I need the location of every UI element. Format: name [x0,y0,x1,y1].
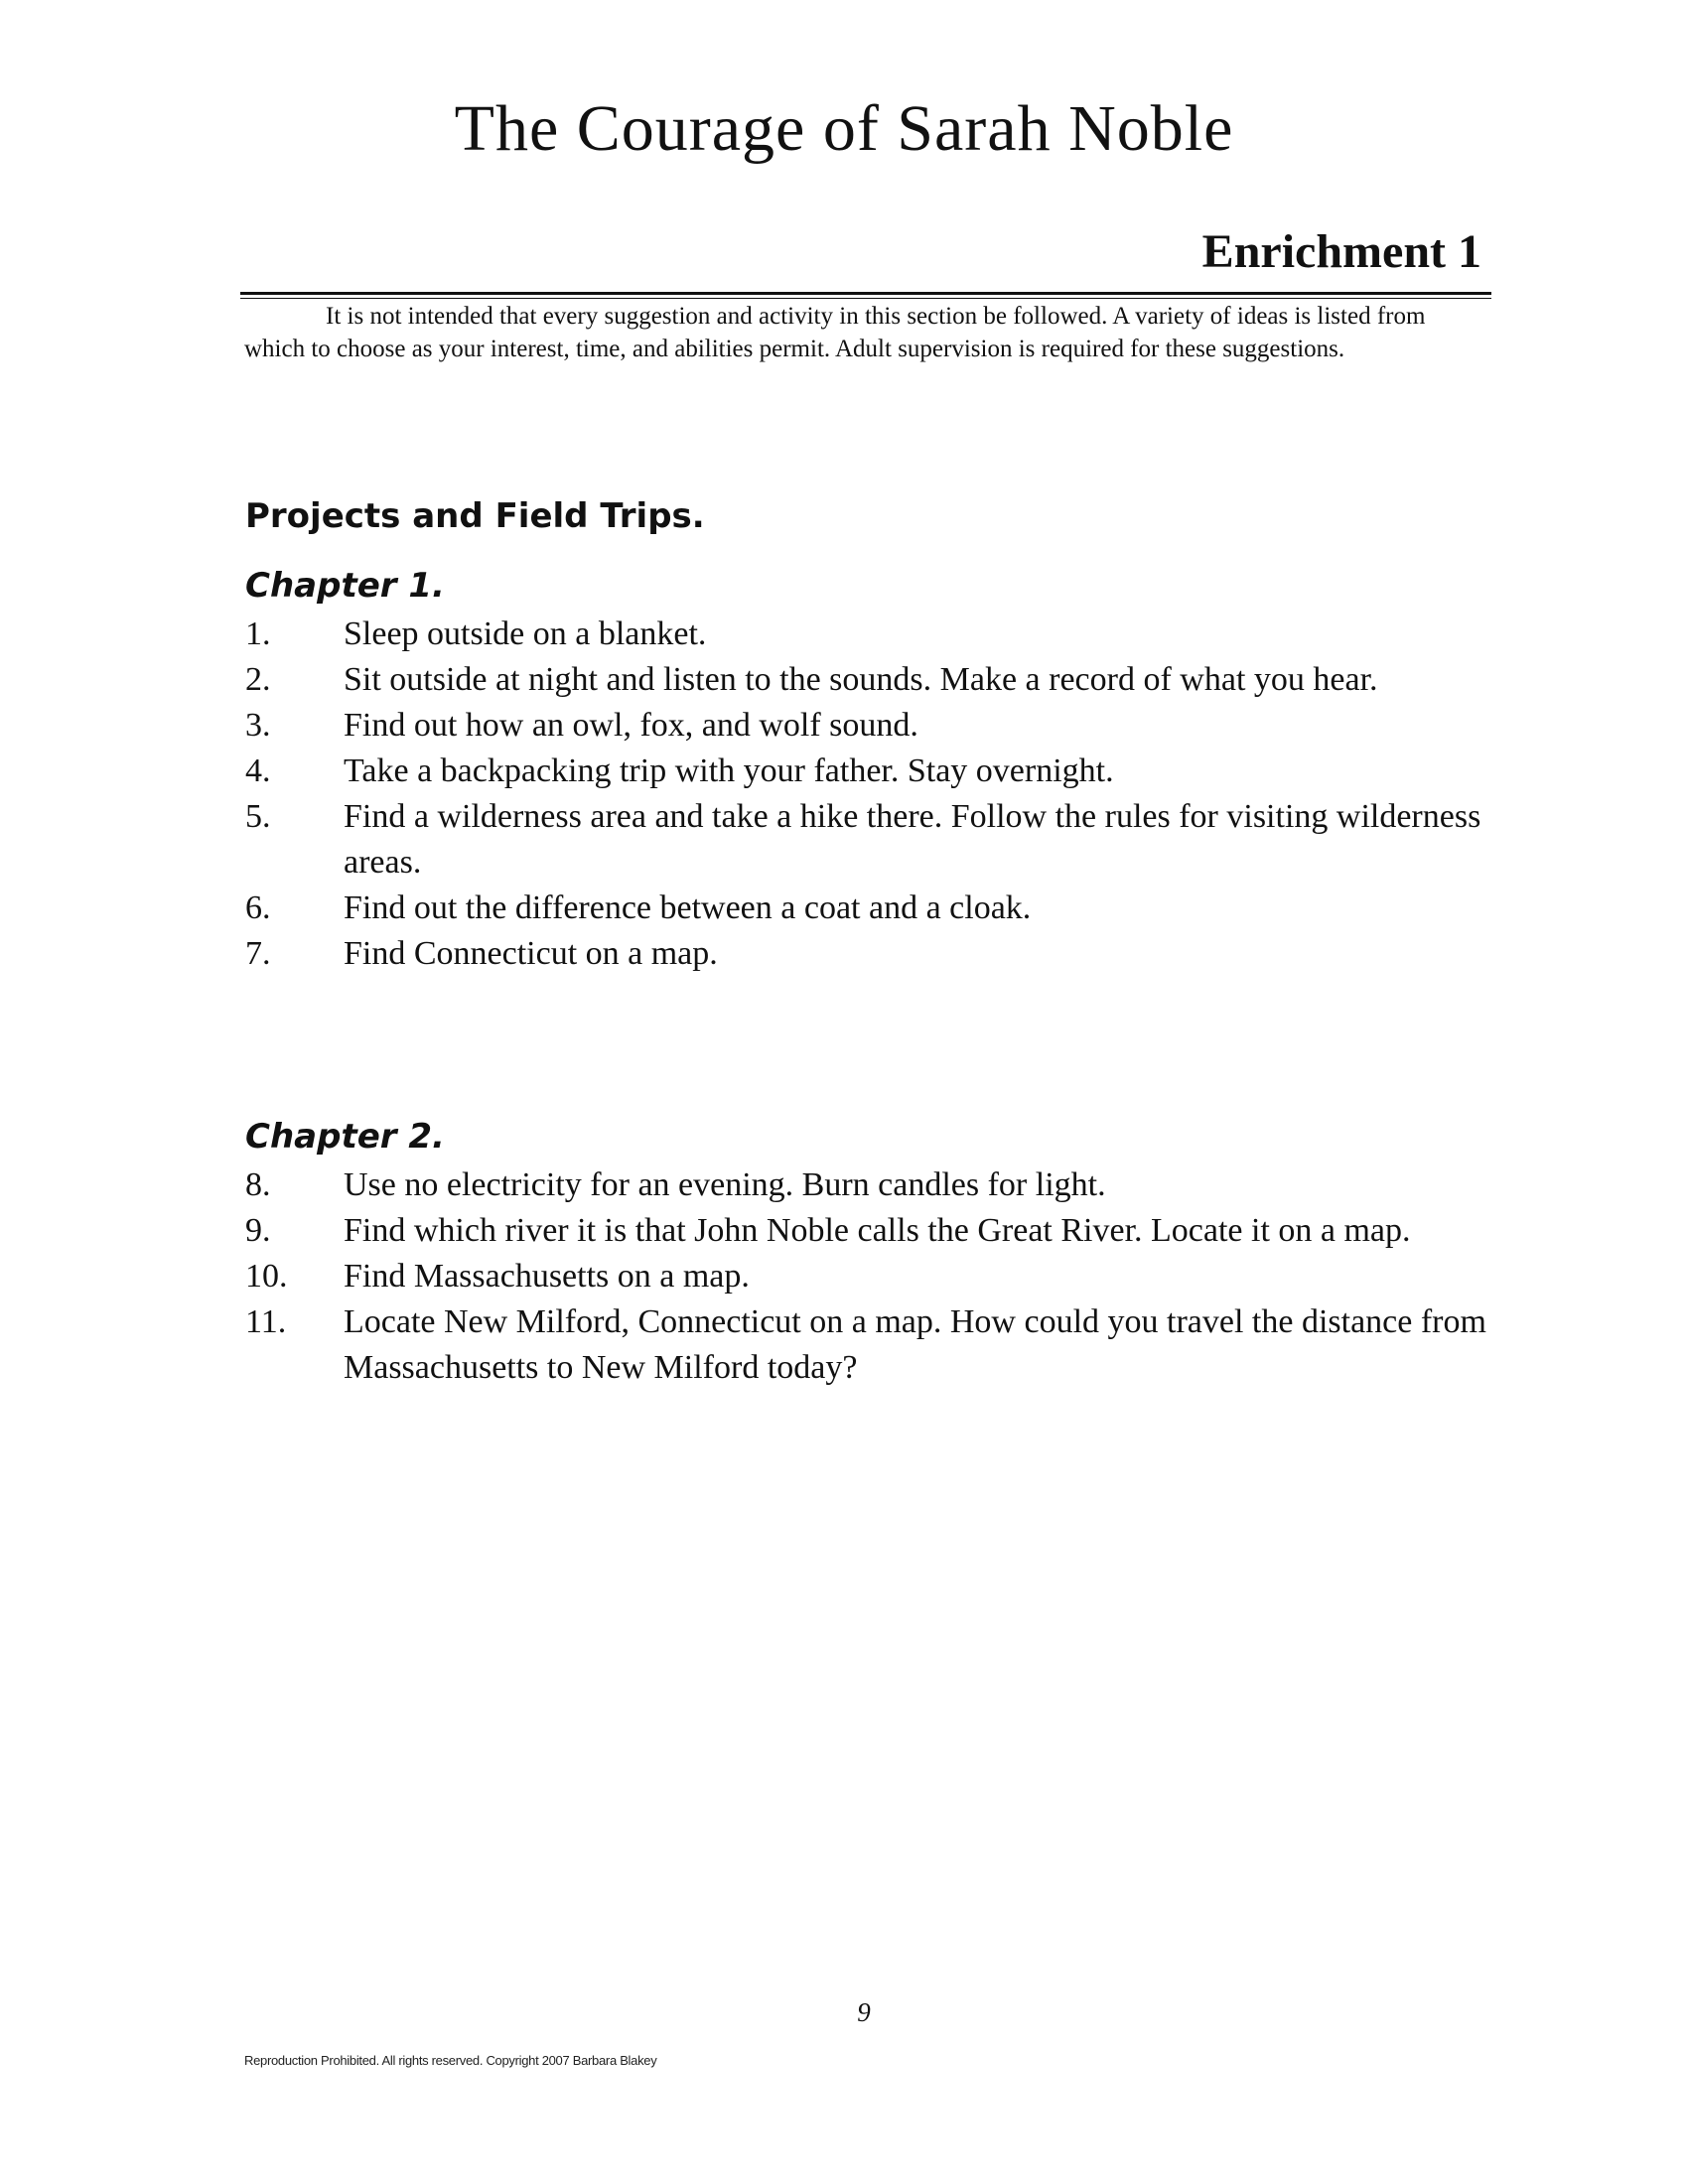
item-text: Find a wilderness area and take a hike there. Follow the rules for visiting wilderness areas. [344,798,1481,881]
page-title: The Courage of Sarah Noble [454,92,1234,165]
chapter-1-heading: Chapter 1. [245,566,445,606]
list-item [245,1299,1536,1391]
item-number: 3. [245,707,271,744]
item-text: Find out how an owl, fox, and wolf sound. [344,707,918,744]
list-item [245,1208,1536,1254]
item-text: Find Connecticut on a map. [344,935,718,972]
item-number: 1. [245,615,271,652]
list-item [245,703,1536,749]
item-number: 11. [245,1303,287,1340]
section-label: Enrichment 1 [1201,225,1481,278]
copyright-footer: Reproduction Prohibited. All rights reserved. Copyright 2007 Barbara Blakey [244,2053,657,2068]
item-text: Take a backpacking trip with your father. Stay overnight. [344,752,1114,789]
list-item [245,1162,1536,1208]
item-number: 4. [245,752,271,789]
list-item [245,657,1536,703]
item-number: 2. [245,661,271,698]
list-item [245,886,1536,931]
header-rule-thick [240,292,1491,295]
page-number: 9 [857,1997,871,2027]
chapter-2-list [245,1162,1536,1391]
chapter-1-list [245,612,1536,977]
list-item [245,1254,1536,1299]
intro-paragraph: It is not intended that every suggestion and activity in this section be followed. A variety of ideas is listed from which to choose as your interest, time, and abilities permit. Adult supervision is required for these suggestions. [244,303,1426,362]
item-number: 6. [245,889,271,926]
list-item [245,931,1536,977]
item-text: Locate New Milford, Connecticut on a map. How could you travel the distance from Massachusetts to New Milford today? [344,1303,1486,1386]
projects-heading: Projects and Field Trips. [245,496,705,536]
item-text: Use no electricity for an evening. Burn candles for light. [344,1166,1106,1203]
list-item [245,794,1536,886]
item-number: 10. [245,1258,288,1295]
item-text: Sleep outside on a blanket. [344,615,707,652]
list-item [245,612,1536,657]
item-text: Sit outside at night and listen to the sounds. Make a record of what you hear. [344,661,1378,698]
item-text: Find Massachusetts on a map. [344,1258,750,1295]
header-rule-thin [240,298,1491,299]
item-text: Find which river it is that John Noble calls the Great River. Locate it on a map. [344,1212,1411,1249]
item-number: 5. [245,798,271,835]
chapter-2-heading: Chapter 2. [245,1117,445,1157]
item-text: Find out the difference between a coat and a cloak. [344,889,1032,926]
item-number: 9. [245,1212,271,1249]
item-number: 8. [245,1166,271,1203]
item-number: 7. [245,935,271,972]
list-item [245,749,1536,794]
